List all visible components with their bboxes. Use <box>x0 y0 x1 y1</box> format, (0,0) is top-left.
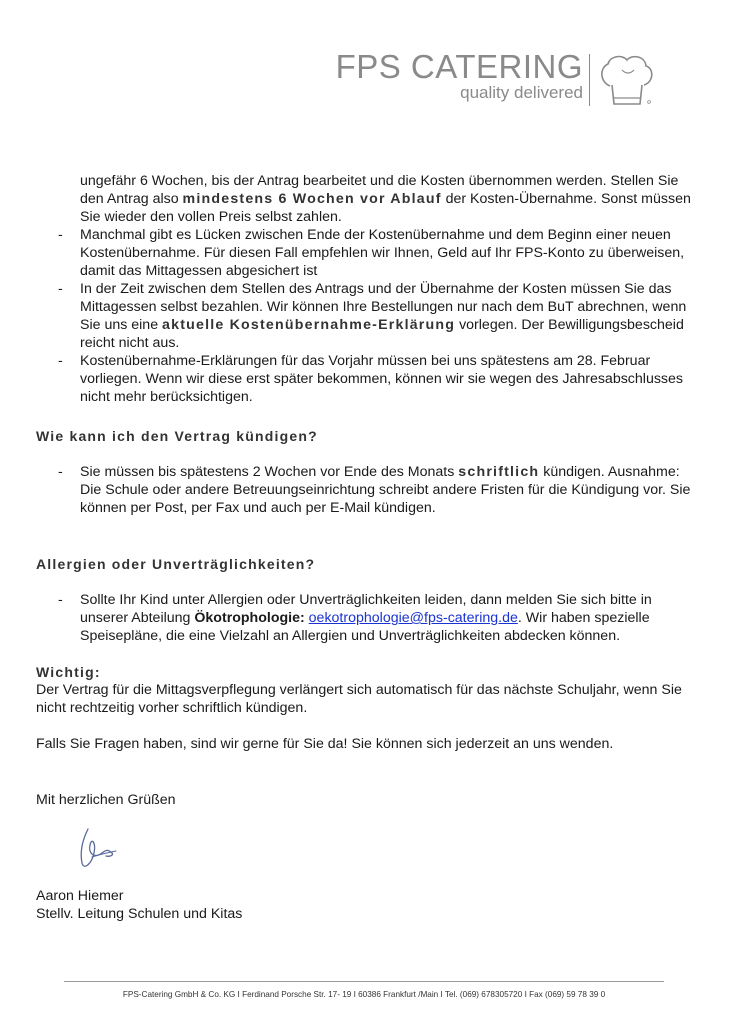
allergy-email-link[interactable]: oekotrophologie@fps-catering.de <box>308 610 518 626</box>
bullet-text-1: In der Zeit zwischen dem Stellen des Antrags und der Übernahme der Kosten müssen Sie das Mittagessen selbst bezahlen. Wir können Ihre Bestellungen nur nach dem BuT abrechnen, wenn Sie uns eine <box>80 281 687 333</box>
letter-body <box>36 172 696 923</box>
logo-text <box>336 50 583 103</box>
list-item <box>36 591 696 645</box>
allergy-text-2: . Wir haben spezielle Speisepläne, die eine Vielzahl an Allergien und Unverträglichkeiten abdecken können. <box>80 610 650 644</box>
cancel-emphasis: schriftlich <box>458 464 540 480</box>
list-item <box>36 280 696 352</box>
bullet-text-2: vorlegen. Der Bewilligungsbescheid reicht nicht aus. <box>80 317 684 351</box>
closing-text: Mit herzlichen Grüßen <box>36 792 176 808</box>
allergy-bullet-list <box>36 591 696 645</box>
list-item <box>36 226 696 280</box>
dash-marker: - <box>58 592 63 608</box>
logo-separator <box>589 54 590 106</box>
list-item <box>36 352 696 406</box>
chef-hat-icon <box>596 52 656 108</box>
footer <box>64 981 664 999</box>
logo-tagline: quality delivered <box>460 83 583 102</box>
cancel-text-2: kündigen. Ausnahme: Die Schule oder andere Betreuungseinrichtung schreibt andere Fristen für die Kündigung vor. Sie können per Post, per Fax und auch per E-Mail kündigen. <box>80 464 691 516</box>
cancel-heading: Wie kann ich den Vertrag kündigen? <box>36 428 318 444</box>
allergy-text-1: Sollte Ihr Kind unter Allergien oder Unverträglichkeiten leiden, dann melden Sie sich bitte in unserer Abteilung <box>80 592 652 626</box>
footer-divider <box>64 981 664 982</box>
cancel-text-1: Sie müssen bis spätestens 2 Wochen vor Ende des Monats <box>80 464 459 480</box>
allergy-department: Ökotrophologie: <box>194 610 305 626</box>
bullet-text: Manchmal gibt es Lücken zwischen Ende der Kostenübernahme und dem Beginn einer neuen Kostenübernahme. Für diesen Fall empfehlen wir Ihnen, Geld auf Ihr FPS-Konto zu überweisen, damit das Mittagessen abgesichert ist <box>80 227 685 279</box>
intro-continuation <box>80 172 696 226</box>
list-item <box>36 463 696 517</box>
intro-text-2: der Kosten-Übernahme. Sonst müssen Sie wieder den vollen Preis selbst zahlen. <box>80 191 691 225</box>
handwritten-signature <box>72 823 122 875</box>
important-text: Der Vertrag für die Mittagsverpflegung verlängert sich automatisch für das nächste Schuljahr, wenn Sie nicht rechtzeitig vorher schriftlich kündigen. <box>36 682 682 716</box>
cost-bullet-list <box>36 226 696 406</box>
dash-marker: - <box>58 281 63 297</box>
questions-text: Falls Sie Fragen haben, sind wir gerne für Sie da! Sie können sich jederzeit an uns wenden. <box>36 736 614 752</box>
cancel-bullet-list <box>36 463 696 517</box>
company-logo <box>336 50 656 108</box>
dash-marker: - <box>58 353 63 369</box>
signer-role: Stellv. Leitung Schulen und Kitas <box>36 906 243 922</box>
footer-address: FPS-Catering GmbH & Co. KG I Ferdinand Porsche Str. 17- 19 I 60386 Frankfurt /Main I Tel. (069) 678305720 I Fax (069) 59 78 39 0 <box>122 990 606 999</box>
signer-name: Aaron Hiemer <box>36 888 124 904</box>
logo-brand: FPS CATERING <box>335 48 583 85</box>
dash-marker: - <box>58 227 63 243</box>
bullet-emphasis: aktuelle Kostenübernahme-Erklärung <box>162 317 456 333</box>
intro-text-1: ungefähr 6 Wochen, bis der Antrag bearbeitet und die Kosten übernommen werden. Stellen Sie den Antrag also <box>80 173 679 207</box>
allergy-heading: Allergien oder Unverträglichkeiten? <box>36 556 316 572</box>
dash-marker: - <box>58 464 63 480</box>
important-heading: Wichtig: <box>36 664 101 680</box>
bullet-text: Kostenübernahme-Erklärungen für das Vorjahr müssen bei uns spätestens am 28. Februar vorliegen. Wenn wir diese erst später bekommen, können wir sie wegen des Jahresabschlusses nicht mehr berücksichtigen. <box>80 353 684 405</box>
intro-emphasis: mindestens 6 Wochen vor Ablauf <box>182 191 442 207</box>
